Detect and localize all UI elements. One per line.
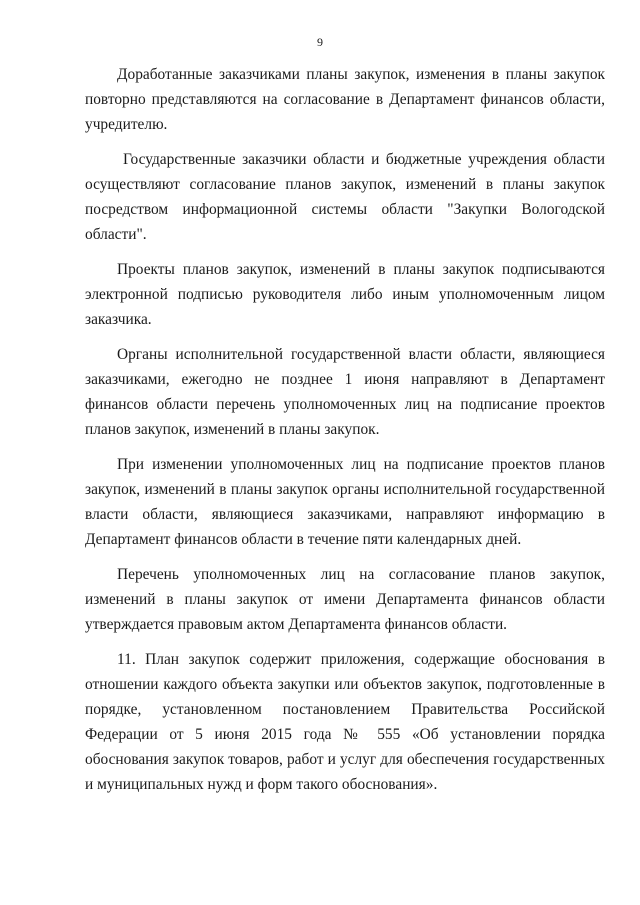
paragraph-authorized-persons-change: При изменении уполномоченных лиц на подписание проектов планов закупок, изменений в планы закупок органы исполнительной государственной власти области, являющиеся заказчиками, направляют информацию в Департамент финансов области в течение пяти календарных дней.	[85, 456, 605, 548]
paragraph-approval-system: Государственные заказчики области и бюджетные учреждения области осуществляют согласование планов закупок, изменений в планы закупок посредством информационной системы области "Закупки Вологодской области".	[85, 151, 605, 243]
paragraph-electronic-signature: Проекты планов закупок, изменений в планы закупок подписываются электронной подписью руководителя либо иным уполномоченным лицом заказчика.	[85, 261, 605, 328]
document-body	[85, 62, 605, 807]
paragraph-approval-list-act: Перечень уполномоченных лиц на согласование планов закупок, изменений в планы закупок от имени Департамента финансов области утверждается правовым актом Департамента финансов области.	[85, 566, 605, 633]
paragraph-item-11: 11. План закупок содержит приложения, содержащие обоснования в отношении каждого объекта закупки или объектов закупок, подготовленные в порядке, установленном постановлением Правительства Российской Федерации от 5 июня 2015 года № 555 «Об установлении порядка обоснования закупок товаров, работ и услуг для обеспечения государственных и муниципальных нужд и форм такого обоснования».	[85, 651, 605, 793]
paragraph-revised-plans: Доработанные заказчиками планы закупок, изменения в планы закупок повторно представляются на согласование в Департамент финансов области, учредителю.	[85, 66, 605, 133]
paragraph-authorized-persons-list: Органы исполнительной государственной власти области, являющиеся заказчиками, ежегодно не позднее 1 июня направляют в Департамент финансов области перечень уполномоченных лиц на подписание проектов планов закупок, изменений в планы закупок.	[85, 346, 605, 438]
page-number: 9	[317, 35, 323, 49]
